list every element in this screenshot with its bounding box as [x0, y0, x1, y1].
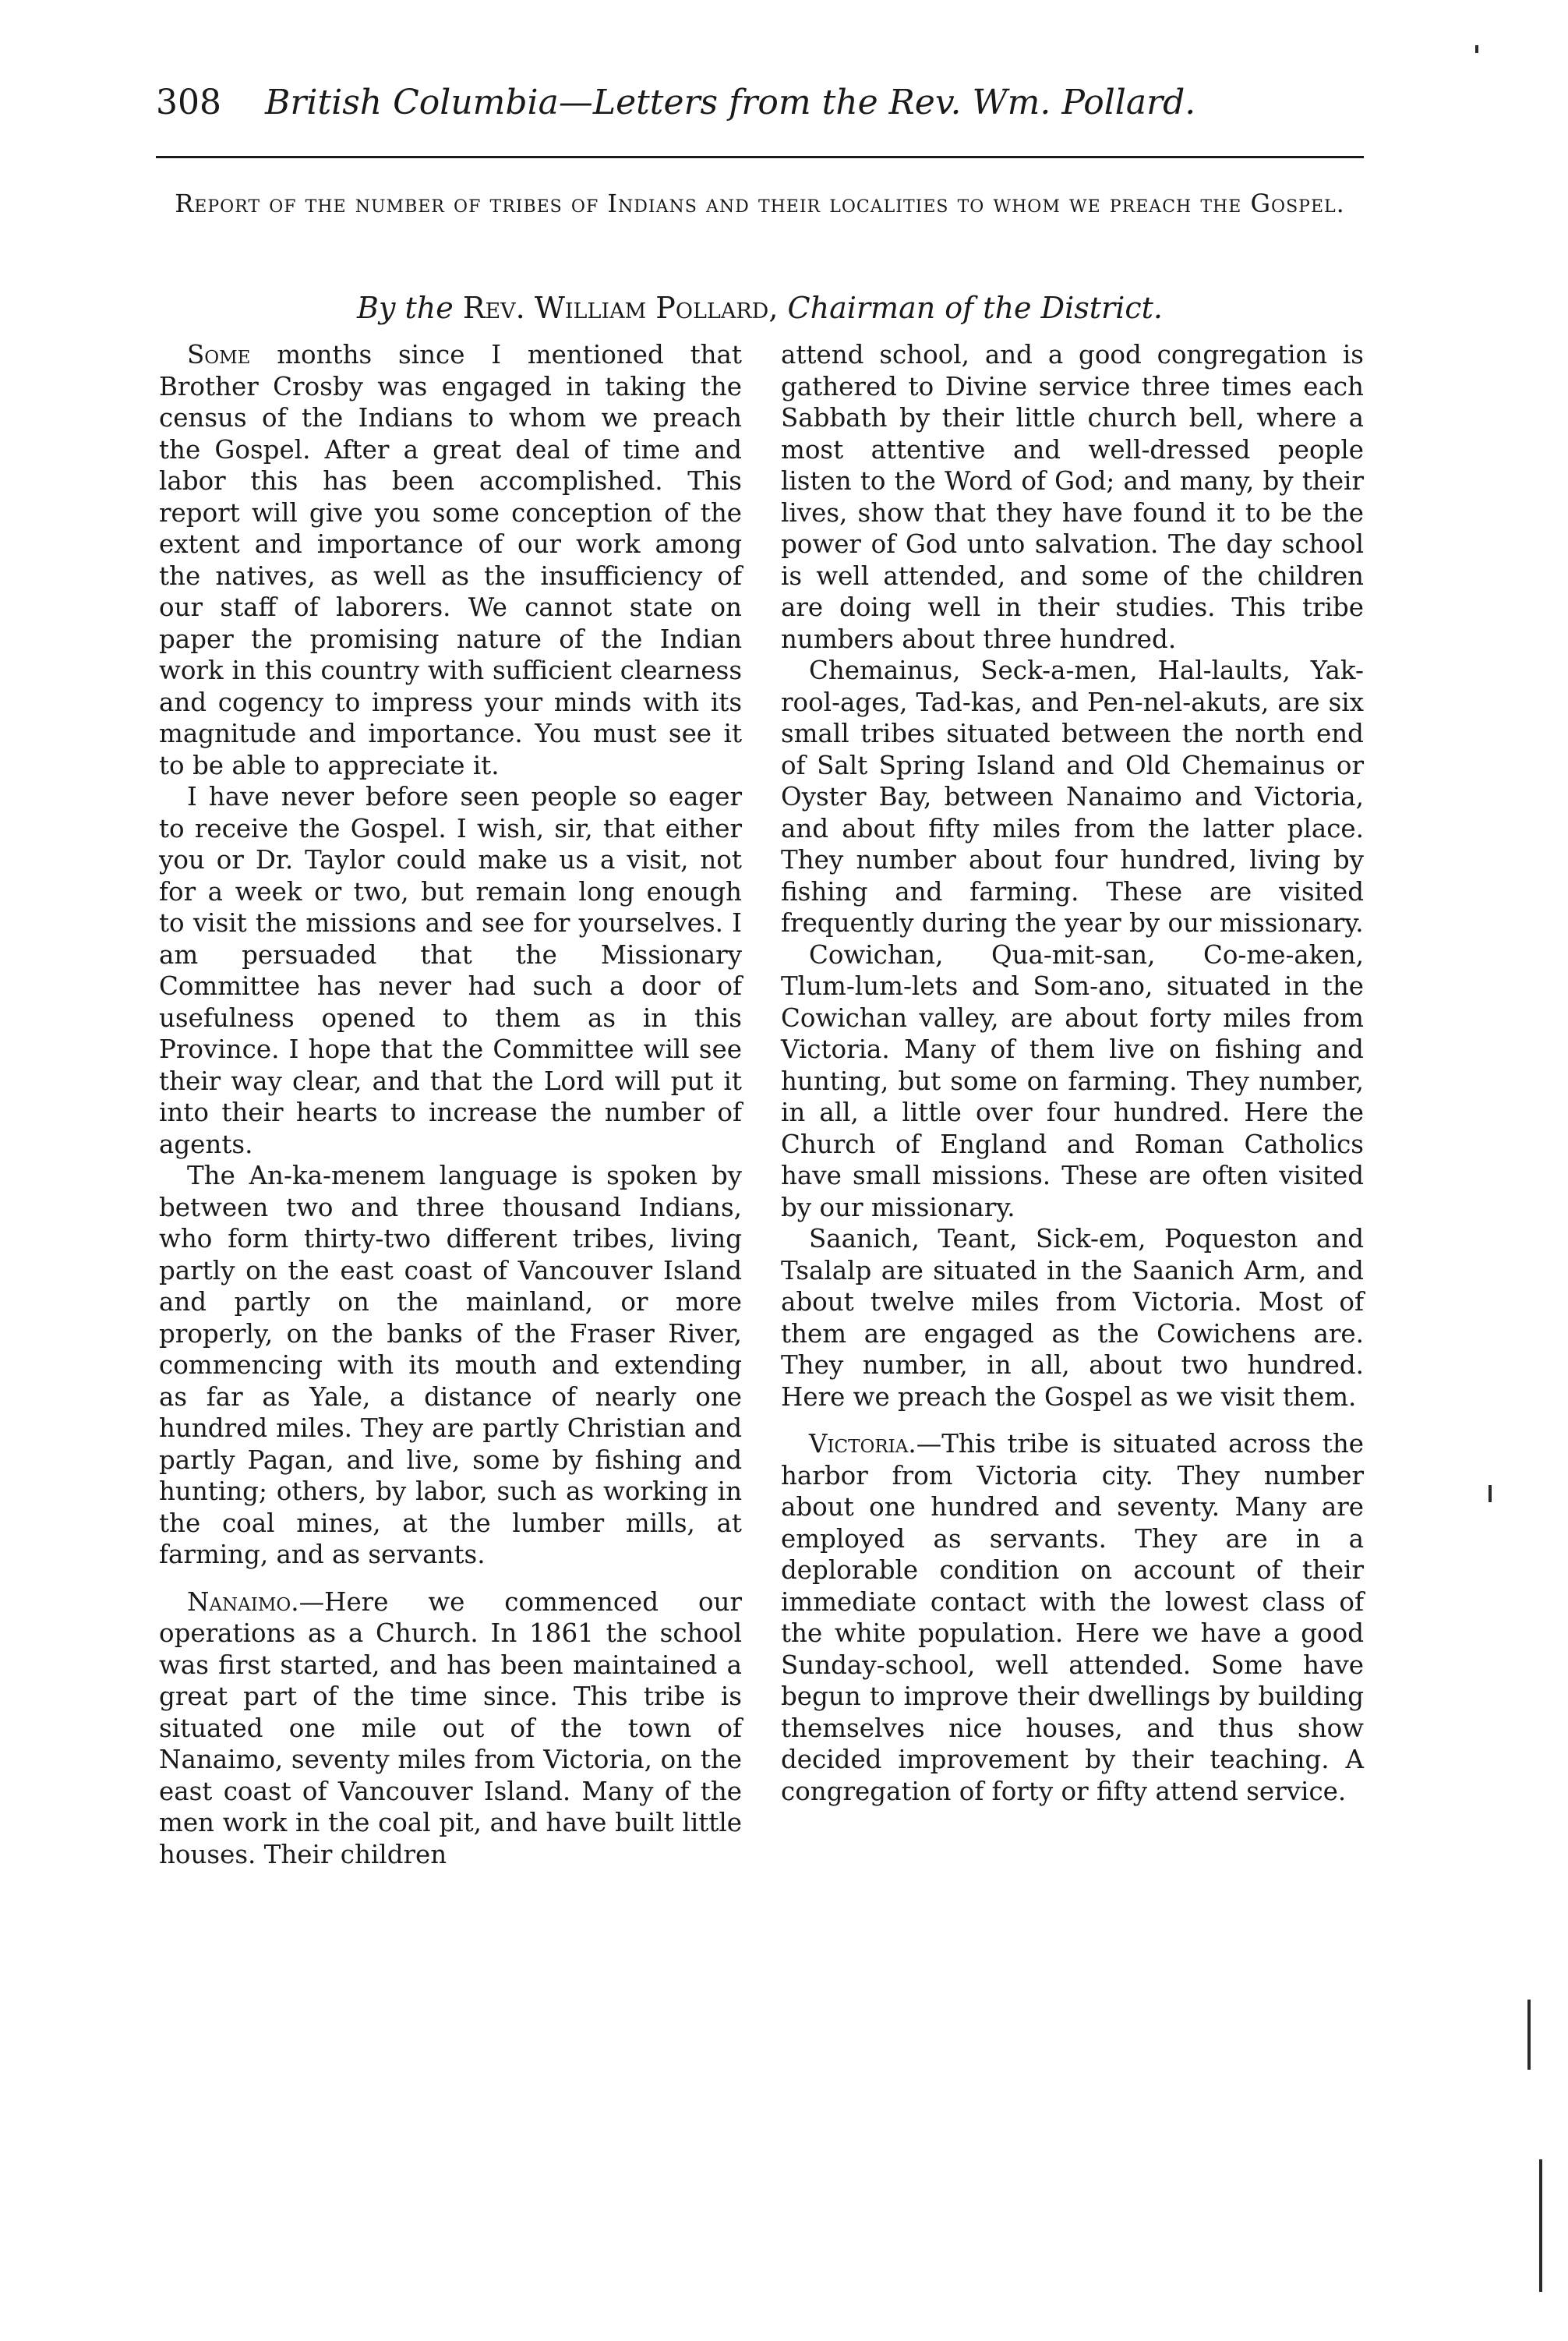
byline-role: Chairman of the District. — [787, 291, 1163, 325]
byline-by: By the — [357, 291, 454, 325]
right-column — [781, 339, 1364, 1807]
paragraph-text: —This tribe is situated across the harbor from Victoria city. They number about one hundred and seventy. Many are employed as servants. They are in a deplorable condition on account of their immediate contact with the lowest class of the white population. Here we have a good Sunday-school, well attended. Some have begun to improve their dwellings by building themselves nice houses, and thus show decided improvement by their teaching. A congregation of forty or fifty attend service. — [781, 1429, 1364, 1806]
page-header — [156, 80, 1364, 134]
paragraph-right-5 — [781, 1428, 1364, 1807]
header-rule — [156, 156, 1364, 158]
paragraph-right-4: Saanich, Teant, Sick-em, Poqueston and Tsalalp are situated in the Saanich Arm, and about twelve miles from Victoria. Most of them are engaged as the Cowichens are. They number, in all, about two hundred. Here we preach the Gospel as we visit them. — [781, 1224, 1364, 1412]
report-title: Report of the number of tribes of Indians and their localities to whom we preach the Gospel. — [175, 189, 1345, 218]
left-column — [159, 339, 742, 1870]
margin-speck — [1489, 1485, 1492, 1502]
paragraph-text: months since I mentioned that Brother Crosby was engaged in taking the census of the Indians to whom we preach the Gospel. After a great deal of time and labor this has been accomplished. This report will give you some conception of the extent and importance of our work among the natives, as well as the insufficiency of our staff of laborers. We cannot state on paper the promising nature of the Indian work in this country with sufficient clearness and cogency to impress your minds with its magnitude and importance. You must see it to be able to appreciate it. — [159, 340, 742, 780]
margin-speck — [1527, 2000, 1531, 2070]
paragraph-right-3: Cowichan, Qua-mit-san, Co-me-aken, Tlum-lum-lets and Som-ano, situated in the Cowichan valley, are about forty miles from Victoria. Many of them live on fishing and hunting, but some on farming. They number, in all, a little over four hundred. Here the Church of England and Roman Catholics have small missions. These are often visited by our missionary. — [781, 939, 1364, 1222]
margin-speck — [1539, 2159, 1542, 2292]
paragraph-right-2: Chemainus, Seck-a-men, Hal-laults, Yak-rool-ages, Tad-kas, and Pen-nel-akuts, are six small tribes situated between the north end of Salt Spring Island and Old Chemainus or Oyster Bay, between Nanaimo and Victoria, and about fifty miles from the latter place. They number about four hundred, living by fishing and farming. These are visited frequently during the year by our missionary. — [781, 656, 1364, 938]
byline-author: Rev. William Pollard, — [462, 291, 779, 325]
paragraph-left-3: The An-ka-menem language is spoken by between two and three thousand Indians, who form thirty-two different tribes, living partly on the east coast of Vancouver Island and partly on the mainland, or more properly, on the banks of the Fraser River, commencing with its mouth and extending as far as Yale, a distance of nearly one hundred miles. They are partly Christian and partly Pagan, and live, some by fishing and hunting; others, by labor, such as working in the coal mines, at the lumber mills, at farming, and as servants. — [159, 1161, 742, 1569]
section-heading-nanaimo: Nanaimo. — [187, 1586, 299, 1617]
lead-word: Some — [187, 340, 251, 370]
paragraph-left-2: I have never before seen people so eager to receive the Gospel. I wish, sir, that either you or Dr. Taylor could make us a visit, not for a week or two, but remain long enough to visit the missions and see for yourselves. I am persuaded that the Missionary Committee has never had such a door of usefulness opened to them as in this Province. I hope that the Committee will see their way clear, and that the Lord will put it into their hearts to increase the number of agents. — [159, 782, 742, 1159]
page-number: 308 — [156, 83, 221, 122]
paragraph-text: —Here we commenced our operations as a Church. In 1861 the school was first started, and has been maintained a great part of the time since. This tribe is situated one mile out of the town of Nanaimo, seventy miles from Victoria, on the east coast of Vancouver Island. Many of the men work in the coal pit, and have built little houses. Their children — [159, 1586, 742, 1869]
paragraph-right-1: attend school, and a good congregation is gathered to Divine service three times each Sabbath by their little church bell, where a most attentive and well-dressed people listen to the Word of God; and many, by their lives, show that they have found it to be the power of God unto salvation. The day school is well attended, and some of the children are doing well in their studies. This tribe numbers about three hundred. — [781, 340, 1364, 654]
running-title: British Columbia—Letters from the Rev. Wm. Pollard. — [265, 83, 1196, 122]
paragraph-left-4 — [159, 1586, 742, 1871]
paragraph-left-1 — [159, 339, 742, 781]
section-heading-victoria: Victoria. — [809, 1429, 916, 1459]
byline — [156, 287, 1364, 329]
margin-speck — [1475, 45, 1478, 53]
